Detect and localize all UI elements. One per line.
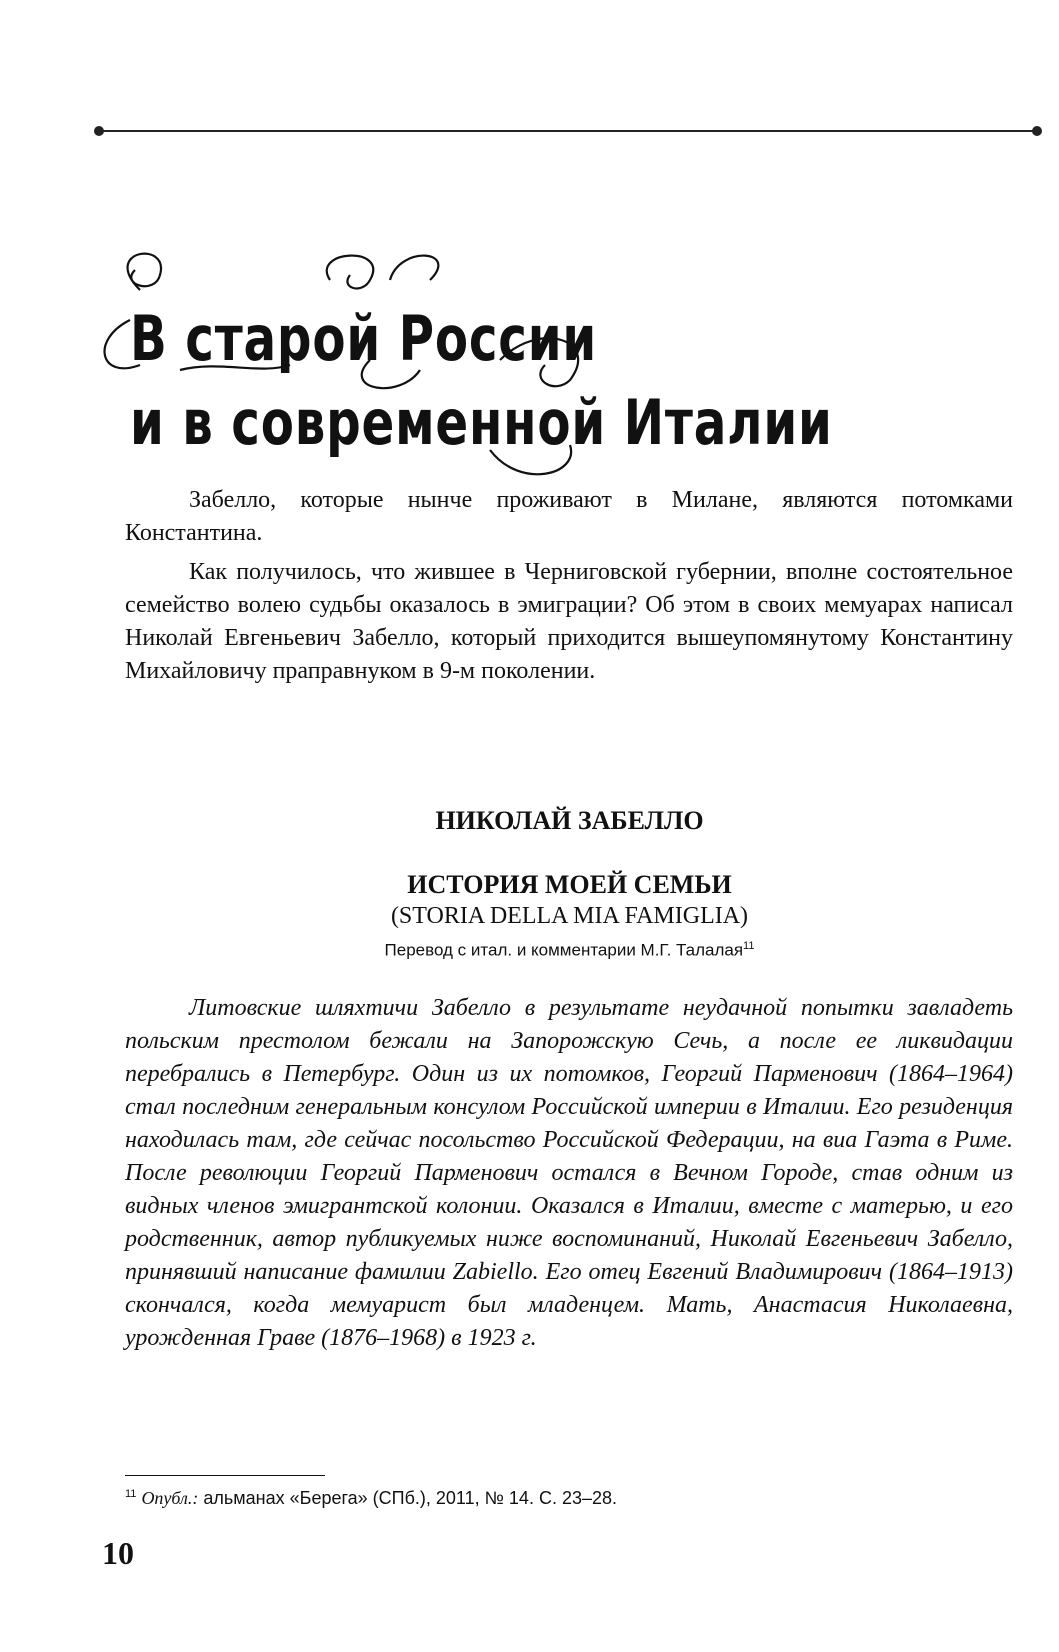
rule-dot-right — [1032, 126, 1042, 136]
body-paragraph-1: Забелло, которые нынче проживают в Милане, являются потомками Константина. — [125, 487, 1013, 546]
translation-text: Перевод с итал. и комментарии М.Г. Талалая — [384, 940, 744, 960]
footnote — [125, 1488, 617, 1509]
footnote-text: альманах «Берега» (СПб.), 2011, № 14. С. 23–28. — [203, 1488, 618, 1508]
author-heading: НИКОЛАЙ ЗАБЕЛЛО — [435, 806, 704, 835]
footnote-rule — [125, 1475, 325, 1476]
title-line-1: В старой России — [130, 302, 598, 375]
title-line-2: и в современной Италии — [130, 386, 833, 459]
footnote-reference[interactable]: 11 — [743, 940, 755, 952]
rule-line — [98, 130, 1036, 132]
work-title: ИСТОРИЯ МОЕЙ СЕМЬИ — [407, 870, 732, 899]
chapter-title — [100, 250, 833, 485]
intro-paragraph: Литовские шляхтичи Забелло в результате неудачной попытки завладеть польским престолом бежали на Запорожскую Сечь, а после ее ликвидации перебрались в Петербург. Один из их потомков, Георгий Парменович (1864–1964) стал последним генеральным консулом Российской империи в Италии. Его резиденция находилась там, где сейчас посольство Российской Федерации, на виа Гаэта в Риме. После революции Георгий Парменович остался в Вечном Городе, став одним из видных членов эмигрантской колонии. Оказался в Италии, вместе с матерью, и его родственник, автор публикуемых ниже воспоминаний, Николай Евгеньевич Забелло, принявший написание фамилии Zabiello. Его отец Евгений Владимирович (1864–1913) скончался, когда мемуарист был младенцем. Мать, Анастасия Николаевна, урожденная Граве (1876–1968) в 1923 г. — [125, 995, 1013, 1351]
footnote-label: Опубл.: — [141, 1488, 199, 1508]
footnote-number: 11 — [125, 1488, 137, 1500]
page-number: 10 — [102, 1535, 134, 1571]
translation-note — [0, 940, 1059, 961]
body-paragraph-2: Как получилось, что жившее в Черниговской губернии, вполне состоятельное семейство волею судьбы оказалось в эмиграции? Об этом в своих мемуарах написал Николай Евгеньевич Забелло, который приходится вышеупомянутому Константину Михайловичу праправнуком в 9-м поколении. — [125, 559, 1013, 684]
original-title: (STORIA DELLA MIA FAMIGLIA) — [390, 903, 749, 929]
